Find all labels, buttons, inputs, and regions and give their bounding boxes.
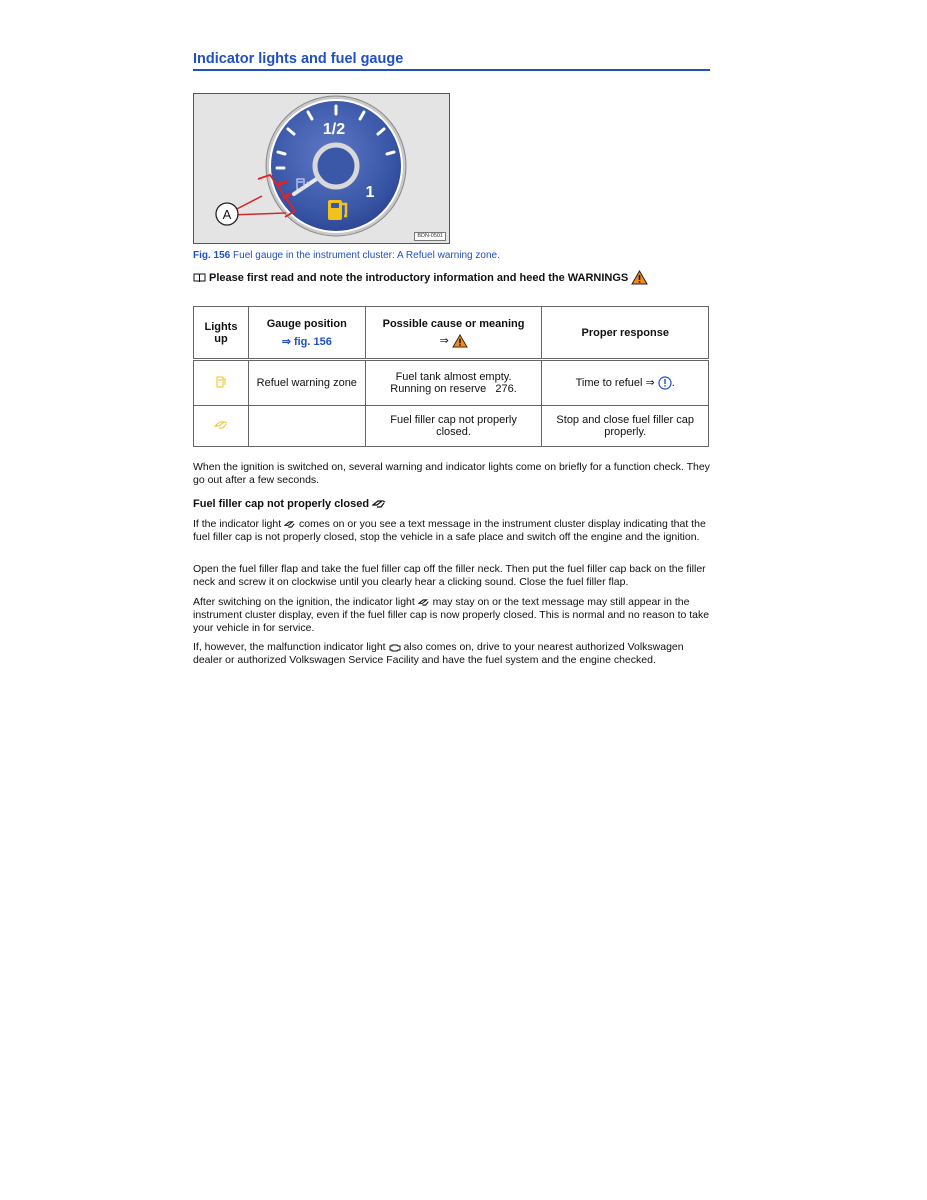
header-gauge-position [248, 307, 365, 360]
fuel-gauge-illustration [194, 94, 449, 243]
fuel-cap-icon [418, 598, 430, 607]
section-heading [193, 498, 386, 510]
row-cause-line2: closed. [436, 426, 471, 438]
row-response-text: Time to refuel ⇒ [575, 376, 655, 389]
paragraph-cap-warning: If the indicator light comes on or you see a text message in the instrument cluster display indicating that the fuel filler cap is not properly closed, stop the vehicle in a safe place and switch off the engine and the ignition. [193, 518, 706, 543]
paragraph-malfunction: If, however, the malfunction indicator light also comes on, drive to your nearest authorized Volkswagen dealer or authorized Volkswagen Service Facility and have the fuel system and the engine checked. [193, 641, 684, 666]
engine-malfunction-icon [389, 643, 401, 652]
row-response [542, 360, 709, 406]
fuel-pump-icon [216, 376, 226, 388]
figure-caption [193, 250, 500, 261]
image-code: BDN-0501 [414, 232, 446, 241]
fig-156-link[interactable]: ⇒ fig. 156 [281, 335, 332, 348]
paragraph-function-check: When the ignition is switched on, several warning and indicator lights come on briefly for a function check. They go out after a few seconds. [193, 461, 710, 486]
callout-a-label: A [222, 207, 232, 222]
header-response: Proper response [542, 307, 709, 360]
caption-label: Fig. 156 [193, 250, 231, 261]
header-cause-label: Possible cause or meaning [382, 317, 525, 330]
row-gauge-position [248, 406, 365, 447]
row-cause [365, 406, 542, 447]
table-row [194, 360, 709, 406]
row-gauge-position: Refuel warning zone [248, 360, 365, 406]
paragraph-cap-procedure: Open the fuel filler flap and take the fuel filler cap off the filler neck. Then put the fuel filler cap back on the filler neck and screw it on clockwise until you clearly hear a clicking sound. Close the fuel filler flap. [193, 563, 706, 588]
fuel-cap-icon [214, 420, 228, 430]
book-icon [193, 273, 206, 283]
fuel-cap-icon [372, 499, 386, 509]
row-icon-cell [194, 360, 249, 406]
gauge-hub [315, 145, 357, 187]
table-header-row [194, 307, 709, 360]
row-cause-line1: Fuel filler cap not properly [390, 414, 517, 426]
notice-circle-icon [658, 376, 672, 390]
gauge-full-label: 1 [365, 184, 375, 201]
header-gauge-position-label: Gauge position [266, 317, 347, 330]
header-cause [365, 307, 542, 360]
page-title: Indicator lights and fuel gauge [193, 51, 710, 71]
row-cause-line1: Fuel tank almost empty. [395, 371, 512, 383]
section-heading-text: Fuel filler cap not properly closed [193, 498, 370, 510]
indicator-table [193, 306, 709, 447]
row-cause [365, 360, 542, 406]
gauge-half-label: 1/2 [322, 121, 346, 138]
table-row [194, 406, 709, 447]
row-response-suffix: . [671, 376, 675, 389]
warning-triangle-icon [631, 270, 648, 285]
fuel-cap-icon [284, 520, 296, 529]
intro-note [193, 270, 648, 285]
warning-triangle-icon [452, 334, 468, 348]
header-cause-ref: ⇒ [439, 335, 449, 347]
row-response: Stop and close fuel filler cap properly. [542, 406, 709, 447]
caption-text: Fuel gauge in the instrument cluster: A Refuel warning zone. [233, 250, 500, 261]
row-icon-cell [194, 406, 249, 447]
paragraph-after-ignition: After switching on the ignition, the indicator light may stay on or the text message may still appear in the instrument cluster display, even if the fuel filler cap is now properly closed. This is normal and no reason to take your vehicle in for service. [193, 596, 710, 634]
fuel-gauge-figure [193, 93, 450, 244]
intro-text: Please first read and note the introductory information and heed the WARNINGS [209, 271, 629, 284]
header-lights-up: Lights up [194, 307, 249, 360]
row-cause-line2: Running on reserve 276. [390, 383, 517, 395]
